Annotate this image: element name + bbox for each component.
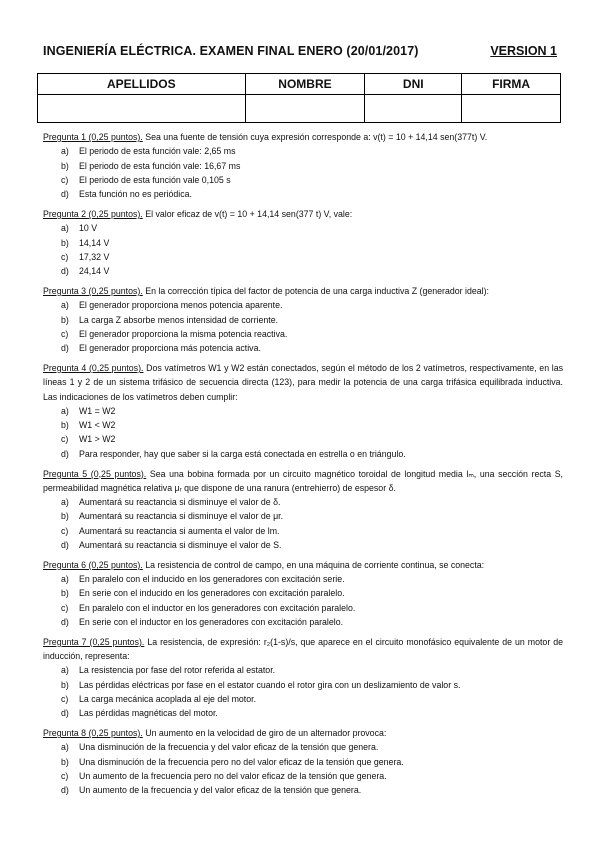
option-letter: b) — [61, 237, 69, 248]
answer-option[interactable] — [43, 298, 563, 312]
option-text: En paralelo con el inducido en los generadores con excitación serie. — [79, 574, 345, 585]
answer-option[interactable] — [43, 418, 563, 432]
question-statement — [43, 467, 563, 496]
answer-option[interactable] — [43, 495, 563, 509]
answer-option[interactable] — [43, 586, 563, 600]
student-id-table — [37, 73, 561, 123]
answer-option[interactable] — [43, 159, 563, 173]
question-8 — [43, 726, 563, 797]
answer-option[interactable] — [43, 313, 563, 327]
column-nombre: NOMBRE — [245, 74, 365, 95]
option-letter: d) — [61, 540, 69, 551]
option-letter: c) — [61, 434, 69, 445]
exam-title: INGENIERÍA ELÉCTRICA. EXAMEN FINAL ENERO (20/01/2017) — [43, 44, 419, 58]
option-text: Una disminución de la frecuencia pero no del valor eficaz de la tensión que genera. — [79, 756, 404, 767]
option-letter: d) — [61, 708, 69, 719]
option-text: El generador proporciona la misma potencia reactiva. — [79, 328, 288, 339]
option-letter: d) — [61, 266, 69, 277]
question-statement — [43, 361, 563, 404]
question-statement — [43, 635, 563, 664]
id-table-header-row — [38, 74, 561, 95]
option-text: La carga mecánica acoplada al eje del motor. — [79, 693, 257, 704]
option-text: Las pérdidas eléctricas por fase en el estator cuando el rotor gira con un deslizamiento de valor s. — [79, 679, 461, 690]
question-statement — [43, 284, 563, 298]
option-text: W1 = W2 — [79, 405, 116, 416]
option-letter: a) — [61, 497, 69, 508]
option-letter: b) — [61, 160, 69, 171]
answer-option[interactable] — [43, 678, 563, 692]
question-6 — [43, 558, 563, 629]
question-label: Pregunta 6 (0,25 puntos). — [43, 559, 143, 570]
option-text: W1 < W2 — [79, 420, 116, 431]
option-text: 10 V — [79, 223, 98, 234]
option-text: 17,32 V — [79, 251, 110, 262]
apellidos-field[interactable] — [38, 95, 246, 123]
question-2 — [43, 207, 563, 278]
option-text: Las pérdidas magnéticas del motor. — [79, 708, 218, 719]
answer-option[interactable] — [43, 524, 563, 538]
question-label: Pregunta 2 (0,25 puntos). — [43, 208, 143, 219]
question-text: Sea una fuente de tensión cuya expresión corresponde a: v(t) = 10 + 14,14 sen(377t) V. — [142, 132, 488, 142]
column-dni: DNI — [365, 74, 462, 95]
option-text: El periodo de esta función vale: 16,67 ms — [79, 160, 241, 171]
option-text: La resistencia por fase del rotor referida al estator. — [79, 665, 276, 676]
answer-option[interactable] — [43, 755, 563, 769]
answer-option[interactable] — [43, 769, 563, 783]
question-text: Un aumento en la velocidad de giro de un alternador provoca: — [142, 728, 387, 739]
question-text: El valor eficaz de v(t) = 10 + 14,14 sen(377 t) V, vale: — [142, 208, 353, 219]
option-letter: b) — [61, 420, 69, 431]
answer-option[interactable] — [43, 236, 563, 250]
option-text: 14,14 V — [79, 237, 110, 248]
option-text: El generador proporciona menos potencia aparente. — [79, 300, 283, 311]
dni-field[interactable] — [365, 95, 462, 123]
option-text: Para responder, hay que saber si la carga está conectada en estrella o en triángulo. — [79, 448, 406, 459]
option-letter: b) — [61, 511, 69, 522]
answer-option[interactable] — [43, 447, 563, 461]
option-text: Un aumento de la frecuencia pero no del valor eficaz de la tensión que genera. — [79, 770, 387, 781]
option-text: En paralelo con el inductor en los generadores con excitación paralelo. — [79, 602, 356, 613]
answer-option[interactable] — [43, 250, 563, 264]
question-text: En la corrección típica del factor de potencia de una carga inductiva Z (generador ideal): — [142, 285, 489, 296]
answer-option[interactable] — [43, 615, 563, 629]
answer-option[interactable] — [43, 706, 563, 720]
answer-option[interactable] — [43, 601, 563, 615]
option-letter: c) — [61, 525, 69, 536]
question-text: Sea una bobina formada por un circuito magnético toroidal de longitud media lₘ, una sección recta S, permeabilidad magnética relativa μᵣ que dispone de una ranura (entrehierro) de espesor δ. — [43, 468, 564, 493]
exam-version: VERSION 1 — [490, 44, 557, 58]
question-statement — [43, 207, 563, 221]
option-text: El generador proporciona más potencia activa. — [79, 343, 261, 354]
firma-field[interactable] — [462, 95, 561, 123]
answer-option[interactable] — [43, 740, 563, 754]
option-letter: a) — [61, 146, 69, 157]
option-letter: c) — [61, 174, 69, 185]
option-text: 24,14 V — [79, 266, 110, 277]
question-label: Pregunta 4 (0,25 puntos). — [43, 362, 144, 373]
option-text: W1 > W2 — [79, 434, 116, 445]
question-text: La resistencia, de expresión: r₂(1-s)/s, que aparece en el circuito monofásico equivalente de un motor de inducción, representa: — [43, 636, 564, 662]
question-7 — [43, 635, 563, 721]
questions-list — [43, 130, 563, 803]
answer-option[interactable] — [43, 327, 563, 341]
question-4 — [43, 361, 563, 461]
option-text: La carga Z absorbe menos intensidad de corriente. — [79, 314, 279, 325]
question-statement — [43, 726, 563, 740]
option-letter: c) — [61, 251, 69, 262]
option-letter: a) — [61, 405, 69, 416]
nombre-field[interactable] — [245, 95, 365, 123]
column-firma: FIRMA — [462, 74, 561, 95]
question-statement — [43, 558, 563, 572]
answer-option[interactable] — [43, 264, 563, 278]
answer-option[interactable] — [43, 221, 563, 235]
option-letter: b) — [61, 756, 69, 767]
option-letter: a) — [61, 574, 69, 585]
option-letter: c) — [61, 602, 69, 613]
answer-option[interactable] — [43, 432, 563, 446]
option-letter: d) — [61, 785, 69, 796]
answer-option[interactable] — [43, 404, 563, 418]
answer-option[interactable] — [43, 173, 563, 187]
option-text: Esta función no es periódica. — [79, 189, 192, 200]
id-table-input-row — [38, 95, 561, 123]
option-text: Una disminución de la frecuencia y del valor eficaz de la tensión que genera. — [79, 742, 379, 753]
option-letter: c) — [61, 693, 69, 704]
option-text: Aumentará su reactancia si disminuye el valor de δ. — [79, 497, 281, 508]
column-apellidos: APELLIDOS — [38, 74, 246, 95]
question-label: Pregunta 8 (0,25 puntos). — [43, 728, 143, 739]
answer-option[interactable] — [43, 663, 563, 677]
question-3 — [43, 284, 563, 355]
option-letter: c) — [61, 770, 69, 781]
option-letter: d) — [61, 617, 69, 627]
question-label: Pregunta 3 (0,25 puntos). — [43, 285, 143, 296]
question-label: Pregunta 1 (0,25 puntos). — [43, 132, 143, 142]
answer-option[interactable] — [43, 341, 563, 355]
option-letter: a) — [61, 742, 69, 753]
answer-option[interactable] — [43, 509, 563, 523]
question-text: La resistencia de control de campo, en una máquina de corriente continua, se conecta: — [142, 559, 485, 570]
answer-option[interactable] — [43, 692, 563, 706]
option-text: Aumentará su reactancia si disminuye el valor de μr. — [79, 511, 284, 522]
answer-option[interactable] — [43, 538, 563, 552]
option-text: Aumentará su reactancia si disminuye el valor de S. — [79, 540, 282, 551]
question-statement — [43, 130, 563, 144]
option-letter: c) — [61, 328, 69, 339]
option-letter: a) — [61, 223, 69, 234]
question-5 — [43, 467, 563, 553]
option-letter: b) — [61, 314, 69, 325]
option-letter: b) — [61, 679, 69, 690]
option-letter: d) — [61, 189, 69, 200]
option-letter: d) — [61, 448, 69, 459]
answer-option[interactable] — [43, 783, 563, 797]
option-text: El periodo de esta función vale 0,105 s — [79, 174, 231, 185]
option-text: En serie con el inducido en los generadores con excitación paralelo. — [79, 588, 345, 599]
question-text: Dos vatímetros W1 y W2 están conectados, según el método de los 2 vatímetros, respectivamente, en las líneas 1 y 2 de un sistema trifásico de secuencia directa (123), para medir la potencia de una carga trifásica equilibrada inductiva. Las indicaciones de los vatímetros deben cumplir: — [43, 362, 564, 402]
option-letter: d) — [61, 343, 69, 354]
option-letter: a) — [61, 300, 69, 311]
option-text: Un aumento de la frecuencia y del valor eficaz de la tensión que genera. — [79, 785, 362, 796]
option-text: Aumentará su reactancia si aumenta el valor de lm. — [79, 525, 280, 536]
question-1 — [43, 130, 563, 201]
answer-option[interactable] — [43, 572, 563, 586]
option-letter: a) — [61, 665, 69, 676]
question-label: Pregunta 5 (0,25 puntos). — [43, 468, 147, 479]
option-text: En serie con el inductor en los generadores con excitación paralelo. — [79, 617, 344, 627]
option-letter: b) — [61, 588, 69, 599]
option-text: El periodo de esta función vale: 2,65 ms — [79, 146, 236, 157]
question-label: Pregunta 7 (0,25 puntos). — [43, 636, 145, 647]
answer-option[interactable] — [43, 144, 563, 158]
answer-option[interactable] — [43, 187, 563, 201]
